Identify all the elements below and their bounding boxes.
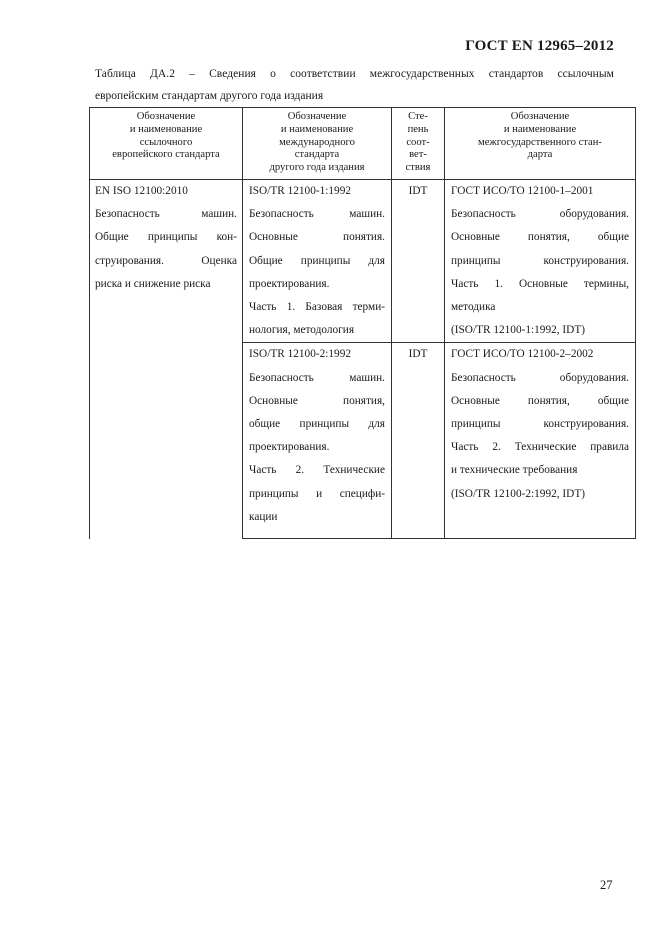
international-standard-code: ISO/TR 12100-1:1992 xyxy=(249,184,351,197)
header-line: ствия xyxy=(405,162,431,174)
standards-correspondence-table xyxy=(89,107,636,539)
international-standard-cell xyxy=(243,179,392,342)
cell-line: Часть 1. Базовая терми- xyxy=(249,301,385,313)
cell-line: Основные понятия, общие xyxy=(451,231,629,244)
international-standard-cell xyxy=(243,343,392,539)
cell-line: принципы конструирования. xyxy=(451,418,629,431)
cell-line: Общие принципы для xyxy=(249,254,385,267)
cell-line: методика xyxy=(451,301,496,313)
table-header-row xyxy=(90,108,636,180)
table-caption-line-2: европейским стандартам другого года издания xyxy=(95,90,324,102)
interstate-standard-cell xyxy=(445,343,636,539)
header-line: дарта xyxy=(527,149,553,161)
degree-cell xyxy=(392,343,445,539)
table-row xyxy=(90,179,636,342)
cell-line: общие принципы для xyxy=(249,418,385,431)
cell-line: и технические требования xyxy=(451,464,578,477)
degree-cell xyxy=(392,179,445,342)
header-line: пень xyxy=(407,123,429,135)
header-line: и наименование xyxy=(280,123,354,135)
cell-line: (ISO/TR 12100-1:1992, IDT) xyxy=(451,324,585,337)
standard-code-header: ГОСТ EN 12965–2012 xyxy=(465,38,614,54)
header-line: стандарта xyxy=(294,149,340,161)
cell-line: Часть 1. Основные термины, xyxy=(451,277,629,290)
header-line: межгосударственного стан- xyxy=(478,136,602,148)
cell-line: принципы и специфи- xyxy=(249,487,385,500)
cell-line: кации xyxy=(249,510,278,523)
cell-line: Безопасность машин. xyxy=(249,208,385,221)
degree-value: IDT xyxy=(408,348,428,361)
interstate-standard-cell xyxy=(445,179,636,342)
cell-line: Основные понятия, xyxy=(249,394,385,407)
interstate-standard-code: ГОСТ ИСО/ТО 12100-1–2001 xyxy=(451,184,594,197)
header-line: Сте- xyxy=(408,111,428,122)
cell-line: Безопасность машин. xyxy=(249,371,385,384)
header-line: Обозначение xyxy=(510,111,570,122)
header-line: ссылочного xyxy=(139,136,193,148)
cell-line: Общие принципы кон- xyxy=(95,231,237,244)
table-caption xyxy=(95,63,614,107)
header-line: другого года издания xyxy=(269,162,365,174)
cell-line: Безопасность оборудования. xyxy=(451,371,629,384)
cell-line: Часть 2. Технические правила xyxy=(451,441,629,454)
cell-line: нология, методология xyxy=(249,324,355,337)
header-line: вет- xyxy=(409,149,427,161)
header-line: европейского стандарта xyxy=(112,149,220,161)
cell-line: риска и снижение риска xyxy=(95,277,211,290)
cell-line: Часть 2. Технические xyxy=(249,464,385,477)
header-line: Обозначение xyxy=(287,111,347,122)
cell-line: проектирования. xyxy=(249,277,330,290)
header-line: и наименование xyxy=(129,123,203,135)
cell-line: Основные понятия. xyxy=(249,231,385,244)
european-standard-cell xyxy=(90,179,243,538)
header-line: и наименование xyxy=(503,123,577,135)
degree-value: IDT xyxy=(408,184,428,197)
cell-line: Безопасность оборудования. xyxy=(451,208,629,221)
header-line: международного xyxy=(279,136,355,148)
european-standard-code: EN ISO 12100:2010 xyxy=(95,184,188,197)
header-line: Обозначение xyxy=(136,111,196,122)
cell-line: принципы конструирования. xyxy=(451,254,629,267)
page-number: 27 xyxy=(600,878,613,892)
cell-line: струирования. Оценка xyxy=(95,254,237,267)
international-standard-code: ISO/TR 12100-2:1992 xyxy=(249,348,351,361)
interstate-standard-code: ГОСТ ИСО/ТО 12100-2–2002 xyxy=(451,348,594,361)
header-line: соот- xyxy=(406,136,430,148)
cell-line: Основные понятия, общие xyxy=(451,394,629,407)
cell-line: проектирования. xyxy=(249,441,330,454)
table-caption-line-1: Таблица ДА.2 – Сведения о соответствии межгосударственных стандартов ссылочным xyxy=(95,68,614,80)
cell-line: (ISO/TR 12100-2:1992, IDT) xyxy=(451,487,585,500)
column-header-european-standard xyxy=(90,108,243,180)
column-header-interstate-standard xyxy=(445,108,636,180)
column-header-international-standard xyxy=(243,108,392,180)
column-header-degree-of-correspondence xyxy=(392,108,445,180)
cell-line: Безопасность машин. xyxy=(95,208,237,221)
